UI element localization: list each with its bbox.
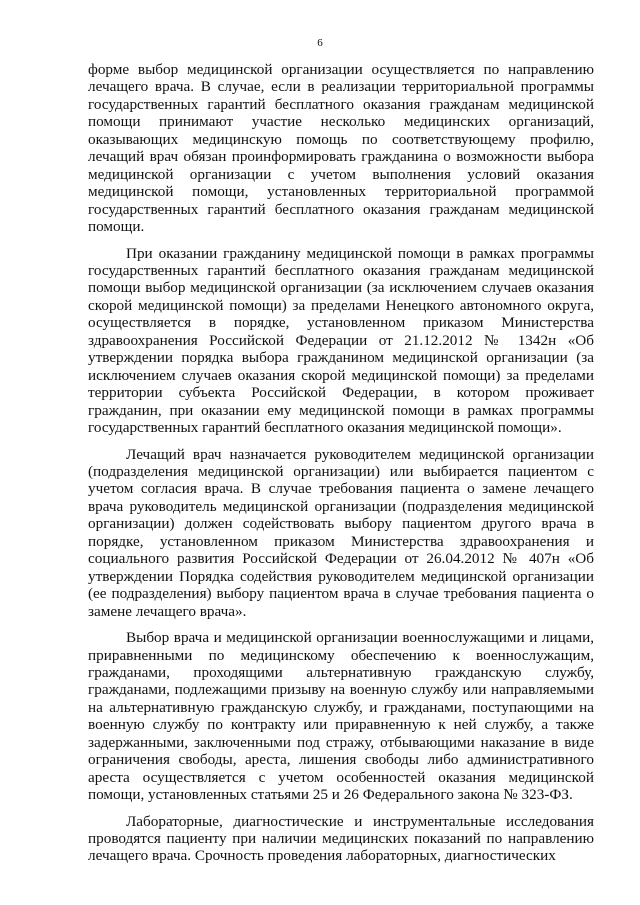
document-body <box>88 61 594 865</box>
page-number: 6 <box>317 37 323 49</box>
paragraph-attending-physician: Лечащий врач назначается руководителем медицинской организации (подразделения медицинской организации) или выбирается пациентом с учетом согласия врача. В случае требования пациента о замене лечащего врача руководитель медицинской организации (подразделения медицинской организации) должен содействовать выбору пациентом другого врача в порядке, установленном приказом Министерства здравоохранения и социального развития Российской Федерации от 26.04.2012 № 407н «Об утверждении Порядка содействия руководителем медицинской организации (ее подразделения) выбору пациентом врача в случае требования пациента о замене лечащего врача». <box>88 445 594 620</box>
paragraph-outside-region-choice: При оказании гражданину медицинской помощи в рамках программы государственных гарантий бесплатного оказания гражданам медицинской помощи выбор медицинской организации (за исключением случаев оказания скорой медицинской помощи) за пределами Ненецкого автономного округа, осуществляется в порядке, установленном приказом Министерства здравоохранения Российской Федерации от 21.12.2012 № 1342н «Об утверждении порядка выбора гражданином медицинской организации (за исключением случаев оказания скорой медицинской помощи) за пределами территории субъекта Российской Федерации, в котором проживает гражданин, при оказании ему медицинской помощи в рамках программы государственных гарантий бесплатного оказания медицинской помощи». <box>88 244 594 437</box>
paragraph-medical-organization-choice: форме выбор медицинской организации осуществляется по направлению лечащего врача. В случае, если в реализации территориальной программы государственных гарантий бесплатного оказания гражданам медицинской помощи принимают участие несколько медицинских организаций, оказывающих медицинскую помощь по соответствующему профилю, лечащий врач обязан проинформировать гражданина о возможности выбора медицинской организации с учетом выполнения условий оказания медицинской помощи, установленных территориальной программой государственных гарантий бесплатного оказания гражданам медицинской помощи. <box>88 61 594 236</box>
paragraph-military-personnel: Выбор врача и медицинской организации военнослужащими и лицами, приравненными по медицинскому обеспечению к военнослужащим, гражданами, проходящими альтернативную гражданскую службу, гражданами, подлежащими призыву на военную службу или направляемыми на альтернативную гражданскую службу, и гражданами, поступающими на военную службу по контракту или приравненную к ней службу, а также задержанными, заключенными под стражу, отбывающими наказание в виде ограничения свободы, ареста, лишения свободы либо административного ареста осуществляется с учетом особенностей оказания медицинской помощи, установленных статьями 25 и 26 Федерального закона № 323-ФЗ. <box>88 629 594 804</box>
paragraph-laboratory-studies: Лабораторные, диагностические и инструментальные исследования проводятся пациенту при наличии медицинских показаний по направлению лечащего врача. Срочность проведения лабораторных, диагностических <box>88 812 594 865</box>
